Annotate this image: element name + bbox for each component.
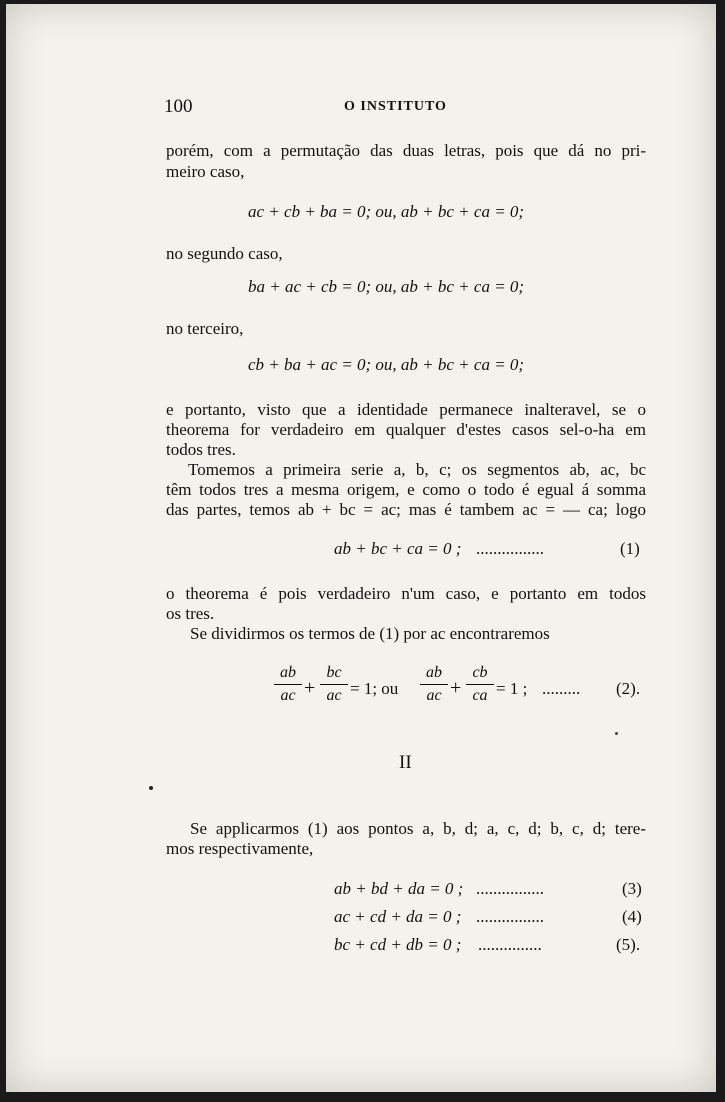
paragraph-line: todos tres. bbox=[166, 440, 236, 459]
paragraph-line: porém, com a permutação das duas letras, pois que dá no pri- bbox=[166, 141, 646, 160]
equation-leader: ......... bbox=[542, 679, 581, 698]
fraction-numerator: cb bbox=[472, 664, 488, 681]
fraction bbox=[320, 664, 348, 705]
equation: ab + bd + da = 0 ; bbox=[334, 879, 464, 898]
fraction-bar bbox=[274, 684, 302, 685]
book-page bbox=[6, 4, 716, 1092]
equation: bc + cd + db = 0 ; bbox=[334, 935, 462, 954]
paragraph-line: têm todos tres a mesma origem, e como o todo é egual á somma bbox=[166, 480, 646, 499]
paragraph-line: e portanto, visto que a identidade permanece inalteravel, se o bbox=[166, 400, 646, 419]
paragraph-line: o theorema é pois verdadeiro n'um caso, e portanto em todos bbox=[166, 584, 646, 603]
fraction bbox=[466, 664, 494, 705]
paragraph-line: mos respectivamente, bbox=[166, 839, 314, 858]
paragraph-line: Tomemos a primeira serie a, b, c; os segmentos ab, ac, bc bbox=[188, 460, 646, 479]
paragraph-line: no terceiro, bbox=[166, 319, 244, 338]
section-heading: II bbox=[399, 752, 412, 773]
running-title: O INSTITUTO bbox=[344, 99, 447, 114]
equation: cb + ba + ac = 0; ou, ab + bc + ca = 0; bbox=[248, 355, 525, 374]
equation-leader: ................ bbox=[476, 539, 544, 558]
fraction-numerator: bc bbox=[326, 664, 342, 681]
paragraph-line: meiro caso, bbox=[166, 162, 245, 181]
equation-leader: ............... bbox=[478, 935, 542, 954]
fraction-bar bbox=[466, 684, 494, 685]
equation-number: (1) bbox=[620, 539, 640, 558]
print-speck bbox=[615, 732, 618, 735]
paragraph-line: das partes, temos ab + bc = ac; mas é tambem ac = — ca; logo bbox=[166, 500, 646, 519]
fraction-numerator: ab bbox=[280, 664, 296, 681]
fraction-denominator: ac bbox=[426, 687, 442, 704]
fraction-denominator: ca bbox=[472, 687, 488, 704]
page-text bbox=[6, 4, 716, 1092]
fraction-bar bbox=[420, 684, 448, 685]
paragraph-line: theorema for verdadeiro em qualquer d'estes casos sel-o-ha em bbox=[166, 420, 646, 439]
equation-number: (4) bbox=[622, 907, 642, 926]
equation: ab + bc + ca = 0 ; bbox=[334, 539, 462, 558]
fraction-denominator: ac bbox=[280, 687, 296, 704]
equation: ac + cb + ba = 0; ou, ab + bc + ca = 0; bbox=[248, 202, 525, 221]
equation-leader: ................ bbox=[476, 879, 544, 898]
paragraph-line: Se dividirmos os termos de (1) por ac encontraremos bbox=[190, 624, 550, 643]
fraction bbox=[274, 664, 302, 705]
plus-sign: + bbox=[450, 677, 462, 699]
equation-number: (5). bbox=[616, 935, 641, 954]
fraction-numerator: ab bbox=[426, 664, 442, 681]
equation-number: (3) bbox=[622, 879, 642, 898]
equation-part: = 1; ou bbox=[350, 679, 399, 698]
print-speck bbox=[149, 786, 153, 790]
equation-part: = 1 ; bbox=[496, 679, 528, 698]
plus-sign: + bbox=[304, 677, 316, 699]
fraction-denominator: ac bbox=[326, 687, 342, 704]
paragraph-line: os tres. bbox=[166, 604, 215, 623]
paragraph-line: Se applicarmos (1) aos pontos a, b, d; a, c, d; b, c, d; tere- bbox=[190, 819, 646, 838]
equation: ba + ac + cb = 0; ou, ab + bc + ca = 0; bbox=[248, 277, 525, 296]
equation-number: (2). bbox=[616, 679, 641, 698]
paragraph-line: no segundo caso, bbox=[166, 244, 283, 263]
equation: ac + cd + da = 0 ; bbox=[334, 907, 462, 926]
page-number: 100 bbox=[164, 96, 193, 117]
fraction bbox=[420, 664, 448, 705]
equation-leader: ................ bbox=[476, 907, 544, 926]
fraction-bar bbox=[320, 684, 348, 685]
